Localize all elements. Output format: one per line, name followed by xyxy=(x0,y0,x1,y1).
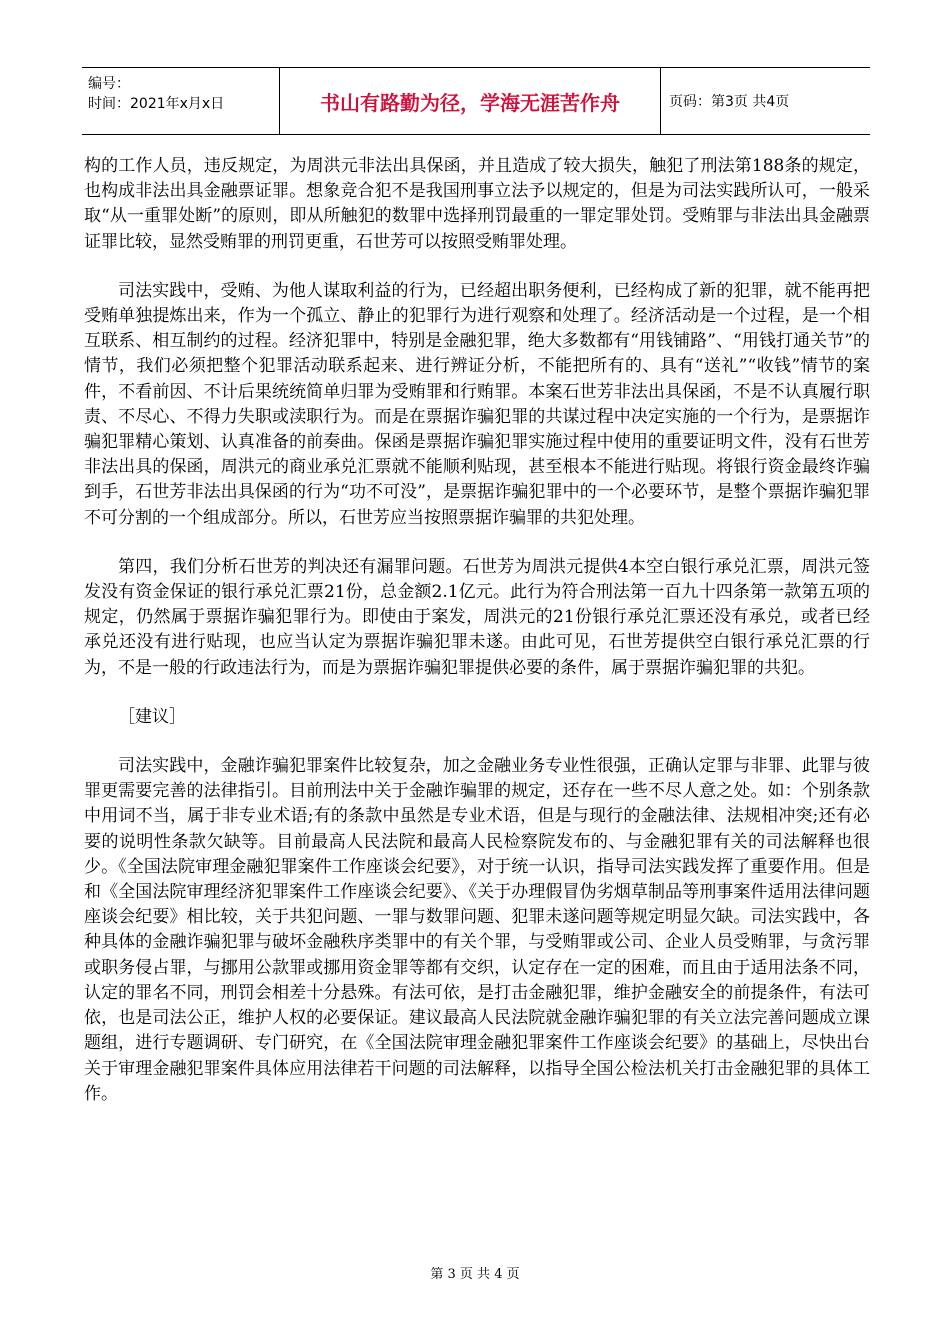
paragraph-1: 构的工作人员，违反规定，为周洪元非法出具保函，并且造成了较大损失，触犯了刑法第188条的规定，也构成非法出具金融票证罪。想象竞合犯不是我国刑事立法予以规定的，但是为司法实践所认可，一般采取“从一重罪处断”的原则，即从所触犯的数罪中选择刑罚最重的一罪定罪处罚。受贿罪与非法出具金融票证罪比较，显然受贿罪的刑罚更重，石世芳可以按照受贿罪处理。 xyxy=(84,156,870,252)
paragraph-4: 司法实践中，金融诈骗犯罪案件比较复杂，加之金融业务专业性很强，正确认定罪与非罪、此罪与彼罪更需要完善的法律指引。目前刑法中关于金融诈骗罪的规定，还存在一些不尽人意之处。如：个别条款中用词不当，属于非专业术语;有的条款中虽然是专业术语，但是与现行的金融法律、法规相冲突;还有必要的说明性条款欠缺等。目前最高人民法院和最高人民检察院发布的、与金融犯罪有关的司法解释也很少。《全国法院审理金融犯罪案件工作座谈会纪要》，对于统一认识，指导司法实践发挥了重要作用。但是和《全国法院审理经济犯罪案件工作座谈会纪要》、《关于办理假冒伪劣烟草制品等刑事案件适用法律问题座谈会纪要》相比较，关于共犯问题、一罪与数罪问题、犯罪未遂问题等规定明显欠缺。司法实践中，各种具体的金融诈骗犯罪与破坏金融秩序类罪中的有关个罪，与受贿罪或公司、企业人员受贿罪，与贪污罪或职务侵占罪，与挪用公款罪或挪用资金罪等都有交织，认定存在一定的困难，而且由于适用法条不同，认定的罪名不同，刑罚会相差十分悬殊。有法可依，是打击金融犯罪，维护金融安全的前提条件，有法可依，也是司法公正，维护人权的必要保证。建议最高人民法院就金融诈骗犯罪的有关立法完善问题成立课题组，进行专题调研、专门研究，在《全国法院审理金融犯罪案件工作座谈会纪要》的基础上，尽快出台关于审理金融犯罪案件具体应用法律若干问题的司法解释，以指导全国公检法机关打击金融犯罪的具体工作。 xyxy=(84,756,870,1104)
header-page-number: 页码：第3页 共4页 xyxy=(669,94,790,110)
page-header xyxy=(82,67,870,135)
header-meta xyxy=(82,68,280,134)
header-motto: 书山有路勤为径，学海无涯苦作舟 xyxy=(280,68,661,134)
document-time: 时间：2021年x月x日 xyxy=(88,96,225,112)
section-heading-suggestion: ［建议］ xyxy=(118,706,186,727)
page-footer: 第 3 页 共 4 页 xyxy=(430,1267,520,1282)
document-body xyxy=(84,154,870,1131)
paragraph-2: 司法实践中，受贿、为他人谋取利益的行为，已经超出职务便利，已经构成了新的犯罪，就不能再把受贿单独提炼出来，作为一个孤立、静止的犯罪行为进行观察和处理了。经济活动是一个过程，是一个相互联系、相互制约的过程。经济犯罪中，特别是金融犯罪，绝大多数都有“用钱铺路”、“用钱打通关节”的情节，我们必须把整个犯罪活动联系起来、进行辨证分析，不能把所有的、具有“送礼”“收钱”情节的案件，不看前因、不计后果统统简单归罪为受贿罪和行贿罪。本案石世芳非法出具保函，不是不认真履行职责、不尽心、不得力失职或渎职行为。而是在票据诈骗犯罪的共谋过程中决定实施的一个行为，是票据诈骗犯罪精心策划、认真准备的前奏曲。保函是票据诈骗犯罪实施过程中使用的重要证明文件，没有石世芳非法出具的保函，周洪元的商业承兑汇票就不能顺利贴现，甚至根本不能进行贴现。将银行资金最终诈骗到手，石世芳非法出具保函的行为“功不可没”，是票据诈骗犯罪中的一个必要环节，是整个票据诈骗犯罪不可分割的一个组成部分。所以，石世芳应当按照票据诈骗罪的共犯处理。 xyxy=(84,280,870,528)
paragraph-3: 第四，我们分析石世芳的判决还有漏罪问题。石世芳为周洪元提供4本空白银行承兑汇票，周洪元签发没有资金保证的银行承兑汇票21份，总金额2.1亿元。此行为符合刑法第一百九十四条第一款第五项的规定，仍然属于票据诈骗犯罪行为。即使由于案发，周洪元的21份银行承兑汇票还没有承兑，或者已经承兑还没有进行贴现，也应当认定为票据诈骗犯罪未遂。由此可见，石世芳提供空白银行承兑汇票的行为，不是一般的行政违法行为，而是为票据诈骗犯罪提供必要的条件，属于票据诈骗犯罪的共犯。 xyxy=(84,556,870,678)
document-number: 编号： xyxy=(88,76,130,92)
